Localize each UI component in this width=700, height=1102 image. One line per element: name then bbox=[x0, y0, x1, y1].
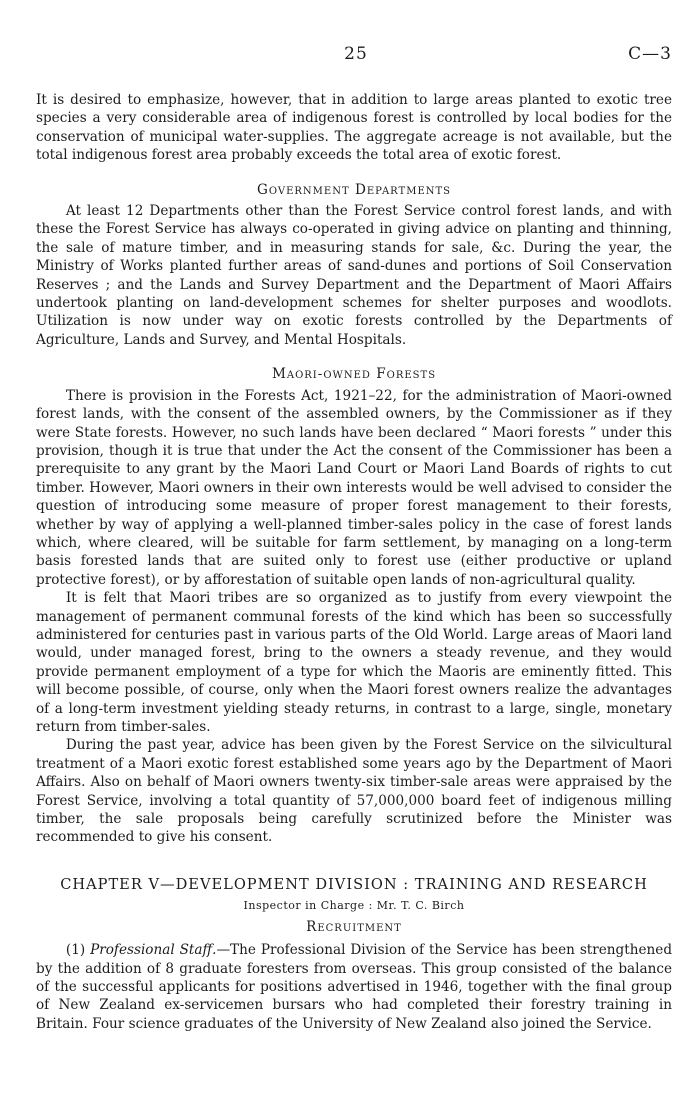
maori-paragraph: It is felt that Maori tribes are so organized as to justify from every viewpoint the management of permanent communal forests of the kind which has been so successfully administered for centuries past in various parts of the Old World. Large areas of Maori land would, under managed forest, bring to the owners a steady revenue, and they would provide permanent employment of a type for which the Maoris are eminently fitted. This will become possible, of course, only when the Maori forest owners realize the advantages of a long-term investment yielding steady returns, in contrast to a large, single, monetary return from timber-sales. bbox=[36, 590, 672, 735]
inspector-line: Inspector in Charge : Mr. T. C. Birch bbox=[243, 898, 465, 912]
page-number: 25 bbox=[344, 44, 368, 64]
item-number: (1) bbox=[65, 942, 91, 959]
item-term: Professional Staff. bbox=[90, 942, 217, 959]
government-paragraph: At least 12 Departments other than the Forest Service control forest lands, and with these the Forest Service has always co-operated in giving advice on planting and thinning, the sale of mature timber, and in measuring stands for sale, &c. During the year, the Ministry of Works planted further areas of sand-dunes and portions of Soil Conservation Reserves ; and the Lands and Survey Department and the Department of Maori Affairs undertook planting on land-development schemes for shelter purposes and woodlots. Utilization is now under way on exotic forests controlled by the Departments of Agriculture, Lands and Survey, and Mental Hospitals. bbox=[36, 203, 672, 348]
page-body bbox=[36, 91, 672, 1033]
chapter-title: CHAPTER V—DEVELOPMENT DIVISION : TRAINING AND RESEARCH bbox=[60, 875, 648, 893]
section-heading-government: Government Departments bbox=[256, 181, 452, 198]
section-heading-recruitment: Recruitment bbox=[306, 918, 402, 935]
document-reference: C—3 bbox=[628, 44, 672, 64]
item-text: —The Professional Division of the Service has been strengthened by the addition of 8 graduate foresters from overseas. This group consisted of the balance of the successful applicants for positions advertised in 1946, together with the final group of New Zealand ex-servicemen bursars who had completed their forestry training in Britain. Four science graduates of the University of New Zealand also joined the Service. bbox=[36, 942, 673, 1032]
maori-paragraph: There is provision in the Forests Act, 1921–22, for the administration of Maori-owned forest lands, with the consent of the assembled owners, by the Commissioner as if they were State forests. However, no such lands have been declared “ Maori forests ” under this provision, though it is true that under the Act the consent of the Commissioner has been a prerequisite to any grant by the Maori Land Court or Maori Land Boards of rights to cut timber. However, Maori owners in their own interests would be well advised to consider the question of introducing some measure of proper forest management to their forests, whether by way of applying a well-planned timber-sales policy in the case of forest lands which, where cleared, will be suitable for farm settlement, by managing on a long-term basis forested lands that are suited only to forest use (either productive or upland protective forest), or by afforestation of suitable open lands of non-agricultural quality. bbox=[36, 387, 672, 588]
section-heading-maori: Maori-owned Forests bbox=[271, 366, 437, 383]
page-header bbox=[36, 44, 676, 68]
maori-paragraph: During the past year, advice has been given by the Forest Service on the silvicultural treatment of a Maori exotic forest established some years ago by the Department of Maori Affairs. Also on behalf of Maori owners twenty-six timber-sale areas were appraised by the Forest Service, involving a total quantity of 57,000,000 board feet of indigenous milling timber, the sale proposals being carefully scrutinized before the Minister was recommended to give his consent. bbox=[36, 737, 672, 846]
recruitment-paragraph bbox=[36, 941, 672, 1033]
intro-paragraph: It is desired to emphasize, however, that in addition to large areas planted to exotic tree species a very considerable area of indigenous forest is controlled by local bodies for the conservation of municipal water-supplies. The aggregate acreage is not available, but the total indigenous forest area probably exceeds the total area of exotic forest. bbox=[36, 92, 672, 164]
